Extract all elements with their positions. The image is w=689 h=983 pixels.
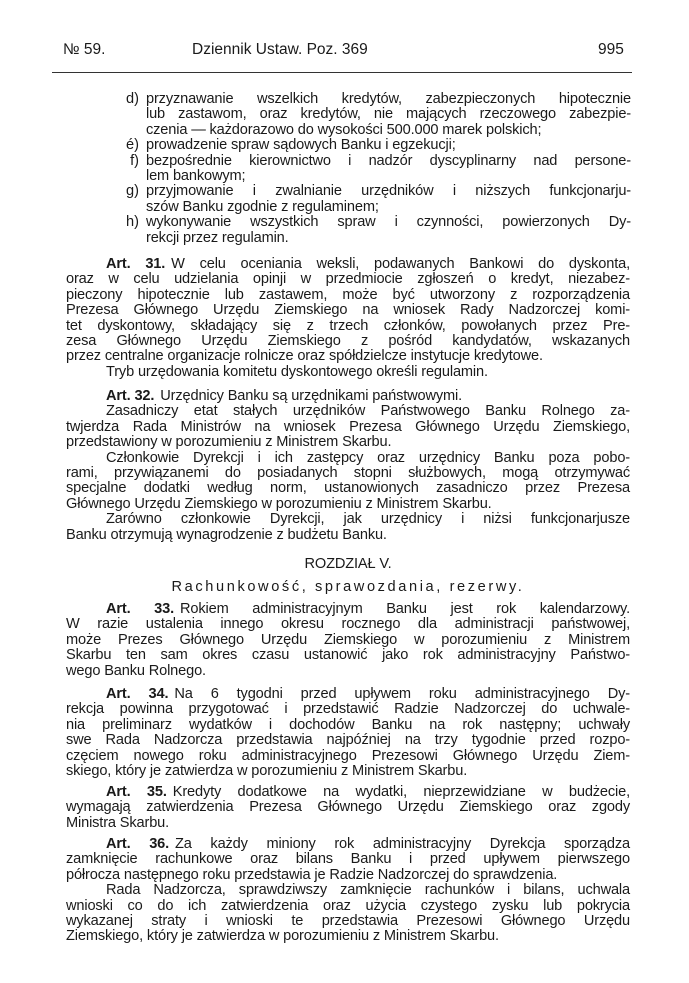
list-item-text xyxy=(146,92,631,138)
text-line xyxy=(66,272,630,287)
text-line xyxy=(66,404,630,419)
line-text: rekcja powinna przygotować i przedstawić Radzie Nadzorczej do uchwale- xyxy=(66,701,630,718)
chapter-title: ROZDZIAŁ V. xyxy=(304,556,392,572)
text-line xyxy=(66,687,630,702)
line-text: wymagają zatwierdzenia Prezesa Głównego Urzędu Ziemskiego oraz zgody xyxy=(66,799,630,816)
text-line xyxy=(66,837,630,852)
text-line xyxy=(66,512,630,527)
line-text: Zasadniczy etat stałych urzędników Państwowego Banku Rolnego za- xyxy=(106,403,630,420)
chapter-heading xyxy=(66,557,630,572)
line-text: rami, przywiązanemi do posiadanych stopni służbowych, mogą otrzymywać xyxy=(66,464,630,481)
list-item xyxy=(113,154,631,185)
text-line xyxy=(66,497,630,512)
list-item-text xyxy=(146,138,631,153)
journal-issue-number: № 59. xyxy=(63,41,106,58)
line-text: specjalne dodatki według norm, ustanowionych zasadniczo przez Prezesa xyxy=(66,480,630,497)
text-line xyxy=(66,451,630,466)
text-line xyxy=(66,852,630,867)
line-text: zamknięcie rachunkowe oraz bilans Banku i przed upływem pierwszego xyxy=(66,851,630,868)
list-item-label: d) xyxy=(126,91,139,107)
article-label: Art. 36. xyxy=(106,836,170,852)
text-line xyxy=(66,816,630,831)
line-text: wego Banku Rolnego. xyxy=(66,662,206,679)
line-text: twjerdza Rada Ministrów na wniosek Prezesa Głównego Urzędu Ziemskiego, xyxy=(66,418,630,435)
article-label: Art. 34. xyxy=(106,686,169,702)
text-line xyxy=(66,466,630,481)
text-line: prowadzenie spraw sądowych Banku i egzekucji; xyxy=(146,137,456,154)
line-text: Skarbu ten sam okres czasu ustanowić jako rok administracyjny Państwo- xyxy=(66,647,630,664)
line-text: przedstawiony w porozumieniu z Ministrem Skarbu. xyxy=(66,434,392,451)
line-text: Zarówno członkowie Dyrekcji, jak urzędnicy i niżsi funkcjonarjusze xyxy=(106,511,630,528)
text-line xyxy=(66,257,630,272)
text-line xyxy=(66,929,630,944)
line-text: częciem nowego roku administracyjnego Prezesowi Głównego Urzędu Ziem- xyxy=(66,747,630,764)
text-line xyxy=(66,785,630,800)
article-label: Art. 33. xyxy=(106,601,175,617)
article-34 xyxy=(66,687,630,779)
list-item-text xyxy=(146,154,631,185)
line-text: oraz w celu udzielania opinji w przedmiocie zgłoszeń o kredyt, niezabez- xyxy=(66,271,630,288)
text-line xyxy=(66,702,630,717)
list-item-text xyxy=(146,215,631,246)
line-text: Za każdy miniony rok administracyjny Dyrekcja sporządza xyxy=(175,836,630,852)
list-item-label: h) xyxy=(126,214,139,231)
text-line: wykonywanie wszystkich spraw i czynności, powierzonych Dy- xyxy=(146,214,631,231)
text-line xyxy=(66,303,630,318)
line-text: pieczony hipotecznie lub zastawem, może być utworzony z rozporządzenia xyxy=(66,286,630,303)
line-text: tet dyskontowy, składający się z trzech członków, powołanych przez Pre- xyxy=(66,317,630,334)
running-title: Dziennik Ustaw. Poz. 369 xyxy=(192,41,368,58)
text-line xyxy=(66,365,630,380)
text-line: rekcji przez regulamin. xyxy=(146,229,289,246)
line-text: W razie ustalenia innego okresu rocznego dla administracji państwowej, xyxy=(66,616,630,633)
text-line: czenia — każdorazowo do wysokości 500.000 marek polskich; xyxy=(146,121,542,138)
text-line xyxy=(66,528,630,543)
text-line xyxy=(66,633,630,648)
text-line: lem bankowym; xyxy=(146,167,246,184)
text-line: przyjmowanie i zwalnianie urzędników i niższych funkcjonarju- xyxy=(146,183,631,200)
chapter-subtitle: Rachunkowość, sprawozdania, rezerwy. xyxy=(171,579,525,595)
text-line xyxy=(66,389,630,404)
line-text: Głównego Urzędu Ziemskiego w porozumieniu z Ministrem Skarbu. xyxy=(66,495,492,512)
text-line xyxy=(66,420,630,435)
list-item xyxy=(113,184,631,215)
text-line xyxy=(66,617,630,632)
text-line xyxy=(66,899,630,914)
text-line: przyznawanie wszelkich kredytów, zabezpieczonych hipotecznie xyxy=(146,91,631,107)
text-line xyxy=(66,602,630,617)
list-item xyxy=(113,138,631,153)
page-number: 995 xyxy=(598,41,624,58)
text-line: bezpośrednie kierownictwo i nadzór dyscyplinarny nad persone- xyxy=(146,152,631,169)
article-label: Art. 31. xyxy=(106,256,166,272)
line-text: skiego, który je zatwierdza w porozumieniu z Ministrem Skarbu. xyxy=(66,762,468,779)
text-line xyxy=(66,733,630,748)
article-label: Art. 35. xyxy=(106,784,167,800)
article-31 xyxy=(66,257,630,380)
article-36 xyxy=(66,837,630,945)
list-item-label: é) xyxy=(126,137,139,154)
line-text: zesa Głównego Urzędu Ziemskiego z pośród kandydatów, wskazanych xyxy=(66,332,630,349)
text-line xyxy=(66,288,630,303)
article-35 xyxy=(66,785,630,831)
text-line: szów Banku zgodnie z regulaminem; xyxy=(146,198,379,215)
text-line xyxy=(66,319,630,334)
line-text: przez centralne organizacje rolnicze oraz spółdzielcze instytucje kredytowe. xyxy=(66,348,543,365)
text-line: lub zastawom, oraz kredytów, nie mających rzeczowego zabezpie- xyxy=(146,106,631,123)
text-line xyxy=(66,334,630,349)
text-line xyxy=(66,914,630,929)
text-line xyxy=(66,648,630,663)
text-line xyxy=(66,749,630,764)
line-text: wnioski co do ich zatwierdzenia oraz użycia czystego zysku lub pokrycia xyxy=(66,897,630,914)
article-label: Art. 32. xyxy=(106,388,155,404)
text-line xyxy=(66,435,630,450)
line-text: Rada Nadzorcza, sprawdziwszy zamknięcie rachunków i bilans, uchwala xyxy=(106,882,630,899)
line-text: Członkowie Dyrekcji i ich zastępcy oraz urzędnicy Banku poza pobo- xyxy=(106,449,630,466)
list-item xyxy=(113,215,631,246)
list-item-label: g) xyxy=(126,183,139,200)
line-text: wykazanej straty i wnioski te przedstawia Prezesowi Głównego Urzędu xyxy=(66,912,630,929)
line-text: półrocza następnego roku przedstawia je Radzie Nadzorczej do sprawdzenia. xyxy=(66,866,558,883)
line-text: swe Rada Nadzorcza przedstawia najpóźniej na trzy tygodnie przed rozpo- xyxy=(66,732,630,749)
line-text: nia preliminarz wydatków i dochodów Banku na rok następny; uchwały xyxy=(66,716,630,733)
line-text: Rokiem administracyjnym Banku jest rok kalendarzowy. xyxy=(180,601,630,617)
article-32 xyxy=(66,389,630,543)
article-33 xyxy=(66,602,630,679)
list-item-label: f) xyxy=(130,152,139,169)
text-line xyxy=(66,664,630,679)
line-text: Tryb urzędowania komitetu dyskontowego określi regulamin. xyxy=(106,363,488,380)
text-line xyxy=(66,868,630,883)
text-line xyxy=(66,883,630,898)
line-text: Ministra Skarbu. xyxy=(66,814,170,831)
text-line xyxy=(66,481,630,496)
header-rule xyxy=(52,72,632,73)
list-item xyxy=(113,92,631,138)
line-text: Na 6 tygodni przed upływem roku administracyjnego Dy- xyxy=(174,686,630,702)
line-text: Banku otrzymują wynagrodzenie z budżetu Banku. xyxy=(66,526,387,543)
list-item-text xyxy=(146,184,631,215)
line-text: Urzędnicy Banku są urzędnikami państwowymi. xyxy=(160,388,463,404)
chapter-subtitle-block xyxy=(66,580,630,595)
line-text: Kredyty dodatkowe na wydatki, nieprzewidziane w budżecie, xyxy=(172,784,631,800)
text-line xyxy=(66,718,630,733)
line-text: Prezesa Głównego Urzędu Ziemskiego na wniosek Rady Nadzorczej komi- xyxy=(66,302,630,319)
text-line xyxy=(66,764,630,779)
text-line xyxy=(66,800,630,815)
line-text: W celu oceniania weksli, podawanych Bankowi do dyskonta, xyxy=(171,256,630,272)
line-text: Ziemskiego, który je zatwierdza w porozumieniu z Ministrem Skarbu. xyxy=(66,928,499,945)
line-text: może Prezes Głównego Urzędu Ziemskiego w porozumieniu z Ministrem xyxy=(66,631,630,648)
text-line xyxy=(66,349,630,364)
